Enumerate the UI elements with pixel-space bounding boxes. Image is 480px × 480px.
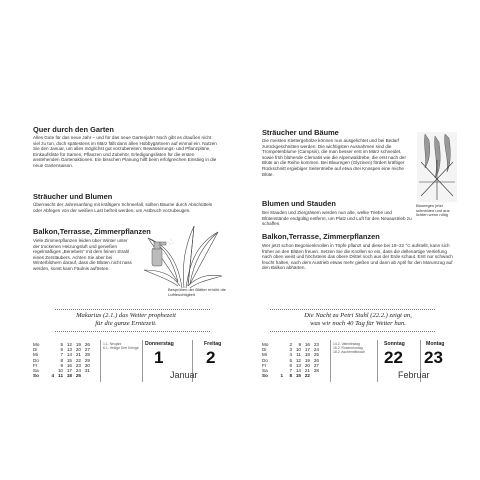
calendar-day: 10: [295, 347, 301, 353]
calendar-day: 19: [75, 342, 81, 347]
calendar-day: 11: [58, 373, 63, 379]
calendar-day: 17: [304, 347, 310, 353]
left-heading-2: Sträucher und Blumen: [33, 192, 113, 201]
calendar-day: 5: [60, 342, 63, 347]
calendar-day: 13: [295, 362, 301, 368]
weekday-label: So: [33, 373, 39, 379]
calendar-week: [310, 342, 319, 378]
left-weather-quote: Makarius (2.1.) das Wetter prophezeit für die ganze Erntezeit.: [76, 312, 176, 327]
calendar-day: 7: [289, 367, 292, 373]
day-number-23: 23: [424, 348, 443, 367]
right-image-caption: Blauregen jetzt schneiden und aus lichten wenn nötig: [416, 203, 450, 218]
day-number-1: 1: [154, 348, 164, 367]
calendar-day: 8: [60, 357, 63, 363]
calendar-day: 24: [313, 347, 319, 353]
calendar-day: 11: [296, 352, 301, 358]
calendar-day: 13: [66, 347, 72, 353]
left-heading-3: Balkon,Terrasse, Zimmerpflanzen: [33, 227, 151, 236]
calendar-day: 15: [295, 373, 301, 379]
calendar-week: [283, 342, 292, 378]
day-name-monday: Montag: [426, 341, 445, 347]
calendar-day: 23: [75, 362, 81, 368]
january-mini-calendar: [33, 342, 98, 382]
calendar-day: 25: [313, 352, 319, 358]
calendar-day: 5: [289, 357, 292, 363]
calendar-day: 25: [75, 373, 81, 379]
wisteria-illustration: [417, 132, 457, 202]
day-number-22: 22: [384, 348, 403, 367]
calendar-day: 12: [295, 357, 301, 363]
calendar-day: 29: [84, 357, 90, 363]
calendar-week: [301, 342, 310, 378]
left-dotted-rule-bottom: [55, 331, 210, 332]
right-weather-quote: Die Nacht zu Petri Stuhl (22.2.) zeigt an, was wir noch 40 Tag für Wetter han.: [304, 312, 412, 327]
calendar-day: 14: [295, 367, 301, 373]
weekday-label: Sa: [33, 367, 39, 373]
calendar-day: 1: [280, 373, 283, 379]
calendar-week: [63, 342, 72, 378]
calendar-day: 8: [289, 373, 292, 379]
left-text-1: Alles Gute für das neue Jahr – und für das neue Gartenjahr! Noch gibt es draußen nicht viel zu tun, doch spätestens im März fällt dann allen Hobbygärtnern auf einmal ein. Nutzen Sie den Januar, um alles möglichst gut vorzubereiten: Bewässerungs- und Pflanzpläne, Einkaufsliste für Samen, Pflanzen und Zubehör, Erledigungslisten für die ersten anstehenden Gartenaktionen. Ein bisschen Planung hilft beim erfolgreichen Einstieg in die neue Gartensaison.: [33, 135, 217, 168]
calendar-day: 16: [304, 342, 310, 347]
weekday-label: Fr: [262, 362, 267, 368]
left-day-divider: [142, 340, 143, 382]
calendar-day: 7: [60, 352, 63, 358]
calendar-day: 14: [66, 352, 72, 358]
weekday-label: Mi: [262, 352, 267, 358]
february-mini-calendar: [262, 342, 327, 382]
weekday-label: Mo: [262, 342, 269, 347]
right-page: [240, 0, 480, 480]
right-day-divider: [377, 340, 378, 382]
calendar-day: 19: [304, 357, 310, 363]
right-text-2: Bei Stauden und Ziergräsern werden nun alte, welke Triebe und Blütenstände endgültig entfernt, um Platz und Luft für den Neuaustrieb zu schaffen.: [262, 210, 412, 227]
day-number-2: 2: [206, 348, 216, 367]
plant-spray-illustration: [138, 222, 224, 290]
left-text-2: Überrascht der Jahresanfang mit kräftigem Schneefall, sollten Bäume durch Abschütteln oder Abfegen von der weißen Last befreit werden, um Astbruch vorzubeugen.: [33, 202, 213, 213]
weekday-label: Di: [33, 347, 38, 353]
month-name-january: Januar: [170, 370, 198, 380]
calendar-day: 12: [66, 342, 72, 347]
calendar-day: 24: [75, 367, 81, 373]
calendar-week: [292, 342, 301, 378]
january-holiday-notes: 1.1. Neujahr 6.1. Heilige Drei Könige: [103, 342, 139, 351]
calendar-day: 21: [75, 352, 81, 358]
right-dotted-rule-top: [270, 309, 435, 310]
calendar-day: 22: [75, 357, 81, 363]
left-text-3: Viele Zimmerpflanzen leiden über Winter unter der trockenen Heizungsluft und genießen regelmäßiges „Benebeln“ mit dem feinen Strahl eines Zerstäubers. Achten Sie aber bei Winterblühern darauf, dass die Blüten nicht nass werden, sonst kann Fäulnis auftreten.: [33, 238, 132, 271]
right-heading-1: Sträucher und Bäume: [262, 128, 339, 137]
calendar-day: 18: [66, 373, 72, 379]
right-heading-3: Balkon,Terrasse, Zimmerpflanzen: [262, 232, 380, 241]
calendar-week: [274, 342, 283, 378]
calendar-week: [72, 342, 81, 378]
calendar-day: 28: [84, 352, 90, 358]
right-dotted-rule-bottom: [270, 331, 435, 332]
weekday-label: So: [262, 373, 268, 379]
day-name-friday: Freitag: [204, 341, 222, 347]
calendar-week: [54, 342, 63, 378]
calendar-day: 28: [313, 367, 319, 373]
calendar-day: 3: [289, 347, 292, 353]
right-text-1: Die meisten Klettergehölze können nun ausgelichtet und bei Bedarf zurückgeschnitten werden. Die wichtigsten Ausnahmen sind die Trompetenblume (Campsis), die man besser erst im März schneidet, sowie früh blühende Clematis wie die Alpenwaldrebe, die erst nach der Blüte an die Reihe kommen. Bei Blauregen (Glyzinen) fördert kräftiger Rückschnitt ergiebiger Seitentriebe auf etwa drei Knospen eine reiche Blüte.: [262, 138, 407, 177]
calendar-day: 10: [57, 367, 63, 373]
calendar-day: 4: [51, 373, 54, 379]
weekday-label: Mi: [33, 352, 38, 358]
weekday-label: Di: [262, 347, 267, 353]
left-cal-divider: [100, 340, 101, 382]
calendar-week: [81, 342, 90, 378]
calendar-day: 23: [313, 342, 319, 347]
calendar-day: 26: [84, 342, 90, 347]
calendar-day: 27: [313, 362, 319, 368]
calendar-day: 6: [289, 362, 292, 368]
calendar-day: 15: [66, 357, 72, 363]
weekday-label: Do: [262, 357, 268, 363]
right-cal-divider: [330, 340, 331, 382]
calendar-day: 9: [298, 342, 301, 347]
february-holiday-notes: 14.2. Valentinstag 16.2. Rosenmontag 18.2. Aschermittwoch: [333, 342, 366, 355]
calendar-day: 16: [66, 362, 72, 368]
weekday-label: Mo: [33, 342, 40, 347]
calendar-day: 9: [60, 362, 63, 368]
calendar-day: 4: [289, 352, 292, 358]
calendar-day: 20: [304, 362, 310, 368]
calendar-day: 6: [60, 347, 63, 353]
right-heading-2: Blumen und Stauden: [262, 199, 336, 208]
calendar-day: 30: [84, 362, 90, 368]
calendar-day: 22: [304, 373, 310, 379]
day-name-thursday: Donnerstag: [145, 341, 174, 347]
month-name-february: Februar: [398, 370, 430, 380]
weekday-label: Sa: [262, 367, 268, 373]
calendar-day: 31: [84, 367, 90, 373]
calendar-day: 20: [75, 347, 81, 353]
day-name-sunday: Sonntag: [384, 341, 405, 347]
calendar-week: [45, 342, 54, 378]
calendar-day: 2: [289, 342, 292, 347]
calendar-day: 18: [304, 352, 310, 358]
calendar-day: 21: [304, 367, 310, 373]
calendar-day: 27: [84, 347, 90, 353]
left-image-caption: Besprühen der Blätter erhöht die Luftfeuchtigkeit: [168, 287, 226, 297]
calendar-day: 26: [313, 357, 319, 363]
calendar-day: 17: [66, 367, 72, 373]
calendar-day: [81, 373, 90, 378]
left-heading-1: Quer durch den Garten: [33, 125, 114, 134]
weekday-label: Do: [33, 357, 39, 363]
right-text-3: Wer jetzt schon Begonienknollen in Töpfe pflanzt und diese bei 18–22 °C aufstellt, kann sich früher an den Blüten freuen. Setzen Sie die Knollen so ein, dass die dellenartige Vertiefung nach oben weist und höchstens das obere Drittel noch aus der Erde schaut. Erst nur schwach feucht halten, nach dem Austrieb etwas mehr gießen und dann ab April für den Marumzug auf den Balkon abhärten.: [262, 243, 453, 271]
calendar-day: [310, 373, 319, 378]
weekday-label: Fr: [33, 362, 38, 368]
left-dotted-rule-top: [55, 309, 210, 310]
